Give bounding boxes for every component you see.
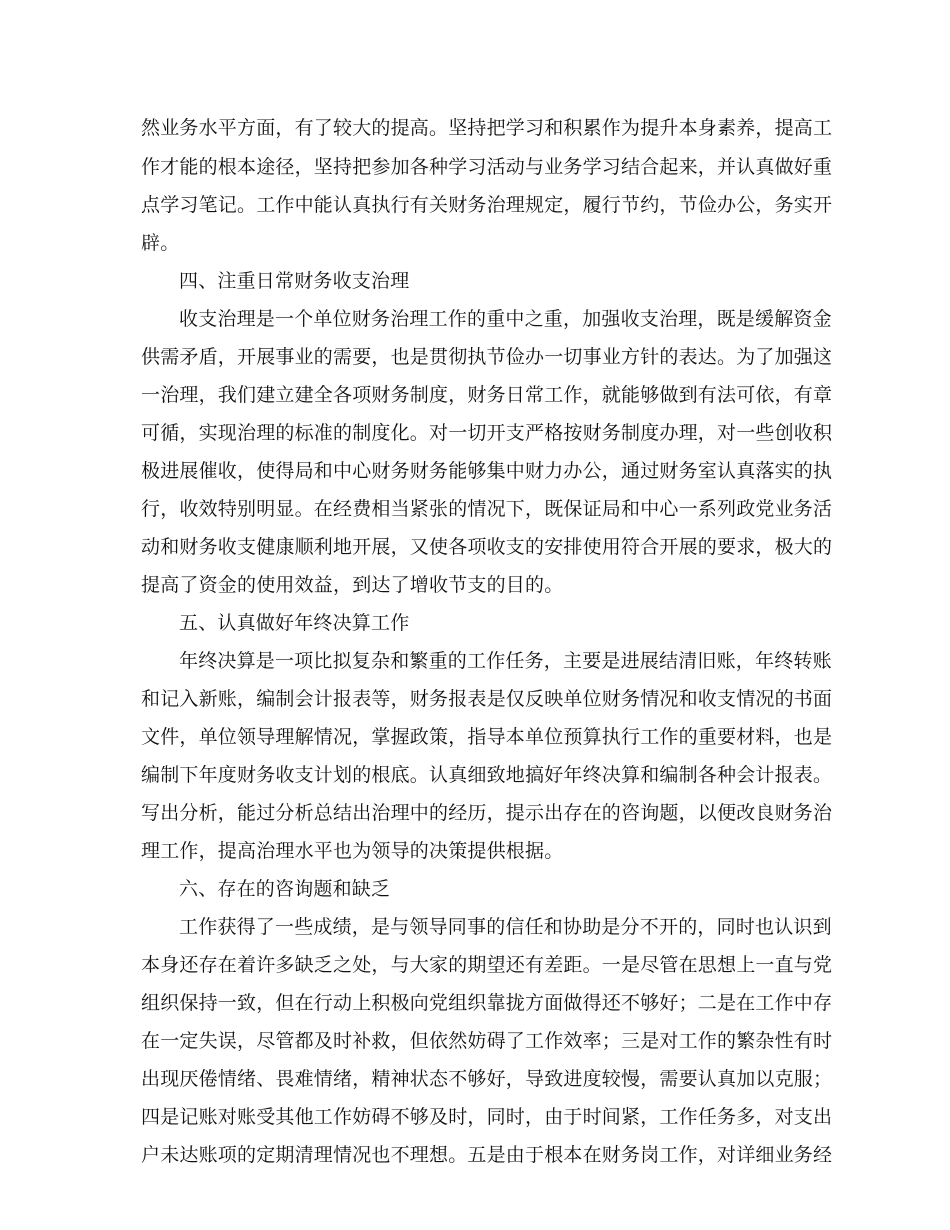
- paragraph-line: 在一定失误，尽管都及时补救，但依然妨碍了工作效率；三是对工作的繁杂性有时: [141, 1030, 833, 1052]
- paragraph-line: 出现厌倦情绪、畏难情绪，精神状态不够好，导致进度较慢，需要认真加以克服；: [141, 1068, 833, 1090]
- paragraph-line: 四是记账对账受其他工作妨碍不够及时，同时，由于时间紧，工作任务多，对支出: [141, 1106, 833, 1128]
- paragraph-line: 行，收效特别明显。在经费相当紧张的情况下，既保证局和中心一系列政党业务活: [141, 498, 833, 520]
- paragraph-line: 写出分析，能过分析总结出治理中的经历，提示出存在的咨询题，以便改良财务治: [141, 802, 833, 824]
- paragraph-line: 提高了资金的使用效益，到达了增收节支的目的。: [141, 574, 564, 596]
- paragraph-line: 一治理，我们建立建全各项财务制度，财务日常工作，就能够做到有法可依，有章: [141, 384, 833, 406]
- paragraph-line: 年终决算是一项比拟复杂和繁重的工作任务，主要是进展结清旧账，年终转账: [179, 650, 832, 672]
- paragraph-line: 户未达账项的定期清理情况也不理想。五是由于根本在财务岗工作，对详细业务经: [141, 1144, 833, 1166]
- paragraph-line: 然业务水平方面，有了较大的提高。坚持把学习和积累作为提升本身素养，提高工: [141, 117, 833, 139]
- section-heading: 五、认真做好年终决算工作: [179, 612, 410, 634]
- paragraph-line: 收支治理是一个单位财务治理工作的重中之重，加强收支治理，既是缓解资金: [179, 308, 832, 330]
- paragraph-line: 辟。: [141, 232, 180, 254]
- paragraph-line: 供需矛盾，开展事业的需要，也是贯彻执节俭办一切事业方针的表达。为了加强这: [141, 346, 833, 368]
- paragraph-line: 本身还存在着许多缺乏之处，与大家的期望还有差距。一是尽管在思想上一直与党: [141, 954, 833, 976]
- paragraph-line: 组织保持一致，但在行动上积极向党组织靠拢方面做得还不够好；二是在工作中存: [141, 992, 833, 1014]
- paragraph-line: 可循，实现治理的标准的制度化。对一切开支严格按财务制度办理，对一些创收积: [141, 422, 833, 444]
- paragraph-line: 工作获得了一些成绩，是与领导同事的信任和协助是分不开的，同时也认识到: [179, 916, 832, 938]
- paragraph-line: 动和财务收支健康顺利地开展，又使各项收支的安排使用符合开展的要求，极大的: [141, 536, 833, 558]
- paragraph-line: 作才能的根本途径，坚持把参加各种学习活动与业务学习结合起来，并认真做好重: [141, 156, 833, 178]
- section-heading: 六、存在的咨询题和缺乏: [179, 878, 391, 900]
- paragraph-line: 和记入新账，编制会计报表等，财务报表是仅反映单位财务情况和收支情况的书面: [141, 688, 833, 710]
- paragraph-line: 理工作，提高治理水平也为领导的决策提供根据。: [141, 840, 564, 862]
- paragraph-line: 点学习笔记。工作中能认真执行有关财务治理规定，履行节约，节俭办公，务实开: [141, 194, 833, 216]
- section-heading: 四、注重日常财务收支治理: [179, 270, 410, 292]
- paragraph-line: 文件，单位领导理解情况，掌握政策，指导本单位预算执行工作的重要材料，也是: [141, 726, 833, 748]
- paragraph-line: 极进展催收，使得局和中心财务财务能够集中财力办公，通过财务室认真落实的执: [141, 460, 833, 482]
- paragraph-line: 编制下年度财务收支计划的根底。认真细致地搞好年终决算和编制各种会计报表。: [141, 764, 833, 786]
